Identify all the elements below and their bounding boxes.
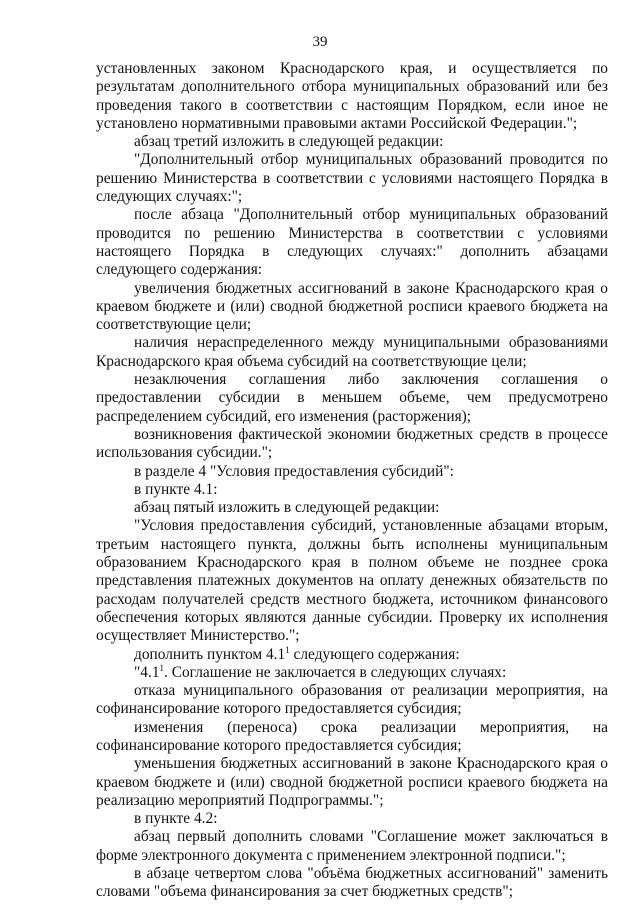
paragraph: абзац первый дополнить словами "Соглашение может заключаться в форме электронного документа с применением электронной подписи.";	[96, 828, 608, 864]
superscript: 1	[159, 662, 165, 673]
paragraph-text: "4.1	[134, 663, 160, 681]
paragraph-text-continued: . Соглашение не заключается в следующих случаях:	[164, 663, 507, 681]
paragraph-with-superscript	[96, 664, 608, 682]
paragraph: в абзаце четвертом слова "объёма бюджетных ассигнований" заменить словами "объема финансирования за счет бюджетных средств";	[96, 865, 608, 901]
paragraph: в пункте 4.1:	[134, 480, 218, 498]
paragraph-text-continued: следующего содержания:	[289, 645, 460, 663]
paragraph: незаключения соглашения либо заключения соглашения о предоставлении субсидии в меньшем объеме, чем предусмотрено распределением субсидий, его изменения (расторжения);	[96, 371, 608, 425]
paragraph: "Условия предоставления субсидий, установленные абзацами вторым, третьим настоящего пункта, должны быть исполнены муниципальным образованием Краснодарского края в полном объеме не позднее срока представления платежных документов на оплату денежных обязательств по расходам получателей средств местного бюджета, источником финансового обеспечения которых являются данные субсидии. Проверку их исполнения осуществляет Министерство.";	[96, 517, 608, 645]
paragraph: уменьшения бюджетных ассигнований в законе Краснодарского края о краевом бюджете и (или) сводной бюджетной росписи краевого бюджета на реализацию мероприятий Подпрограммы.";	[96, 755, 608, 809]
document-body	[96, 60, 608, 902]
paragraph-with-superscript	[96, 646, 608, 664]
paragraph: в пункте 4.2:	[134, 810, 218, 828]
page-number: 39	[312, 34, 328, 50]
paragraph: "Дополнительный отбор муниципальных образований проводится по решению Министерства в соответствии с условиями настоящего Порядка в следующих случаях:";	[96, 151, 608, 206]
superscript: 1	[285, 644, 290, 655]
paragraph-text: дополнить пунктом 4.1	[134, 645, 286, 663]
paragraph: после абзаца "Дополнительный отбор муниципальных образований проводится по решению Министерства в соответствии с условиями настоящего Порядка в следующих случаях:" дополнить абзацами следующего содержания:	[96, 206, 608, 279]
paragraph: возникновения фактической экономии бюджетных средств в процессе использования субсидии.";	[96, 425, 608, 462]
paragraph: абзац пятый изложить в следующей редакции:	[134, 499, 440, 517]
paragraph: увеличения бюджетных ассигнований в законе Краснодарского края о краевом бюджете и (или) сводной бюджетной росписи краевого бюджета на соответствующие цели;	[96, 279, 608, 334]
paragraph: абзац третий изложить в следующей редакции:	[134, 133, 444, 151]
paragraph: изменения (переноса) срока реализации мероприятия, на софинансирование которого предоставляется субсидия;	[96, 718, 608, 754]
paragraph: в разделе 4 "Условия предоставления субсидий":	[134, 462, 454, 480]
paragraph: установленных законом Краснодарского края, и осуществляется по результатам дополнительного отбора муниципальных образований или без проведения такого в соответствии с настоящим Порядком, если иное не установлено нормативными правовыми актами Российской Федерации.";	[96, 60, 608, 132]
paragraph: отказа муниципального образования от реализации мероприятия, на софинансирование которого предоставляется субсидия;	[96, 682, 608, 718]
paragraph: наличия нераспределенного между муниципальными образованиями Краснодарского края объема субсидий на соответствующие цели;	[96, 334, 608, 370]
